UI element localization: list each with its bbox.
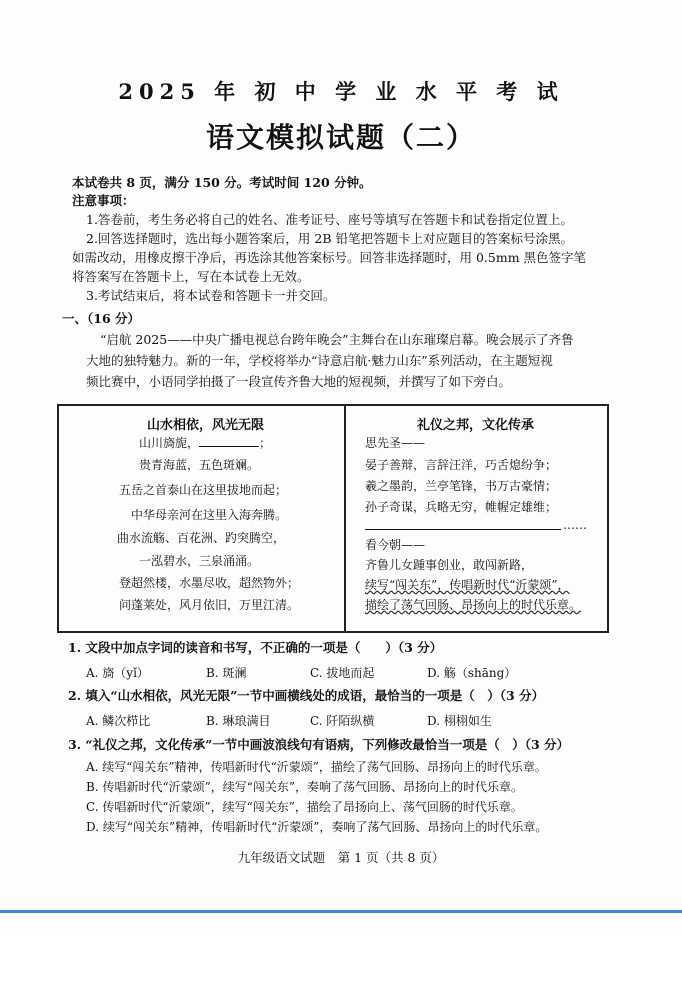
question-2-option-c[interactable]: C. 阡陌纵横 — [310, 714, 375, 728]
question-3-option-b[interactable]: B. 传唱新时代“沂蒙颂”，续写“闯关东”，奏响了荡气回肠、昂扬向上的时代乐章。 — [86, 780, 523, 794]
left-line-5: 曲水流觞、百花洲、趵突腾空， — [117, 531, 286, 545]
question-3-stem: 3. “礼仪之邦，文化传承”一节中画波浪线句有语病，下列修改最恰当一项是（ ）（3 分） — [68, 737, 570, 752]
right-line-9-wavy: 描绘了荡气回肠、昂扬向上的时代乐章。 — [365, 598, 582, 612]
question-2-option-d[interactable]: D. 栩栩如生 — [427, 714, 492, 728]
right-line-6: 看今朝—— — [365, 538, 426, 552]
right-line-1: 思先圣—— — [365, 436, 426, 450]
notes-heading: 注意事项： — [72, 193, 135, 208]
notes-item-2-line-3: 将答案写在答题卡上，写在本试卷上无效。 — [72, 269, 310, 284]
notes-item-3: 3.考试结束后，将本试卷和答题卡一并交回。 — [86, 288, 336, 303]
question-1-option-a[interactable]: A. 旖（yǐ） — [86, 666, 149, 680]
left-line-2: 贵青海蓝，五色斑斓。 — [139, 458, 260, 472]
section-paragraph-line-3: 频比赛中，小语同学拍摄了一段宣传齐鲁大地的短视频，并撰写了如下旁白。 — [86, 374, 512, 389]
box-right-title: 礼仪之邦，文化传承 — [417, 418, 535, 433]
section-label: 一、（16 分） — [62, 311, 140, 326]
question-1-stem: 1. 文段中加点字词的读音和书写，不正确的一项是（ ）（3 分） — [68, 640, 443, 655]
page-footer: 九年级语文试题 第 1 页（共 8 页） — [237, 850, 445, 865]
viewer-bottom-divider — [0, 910, 682, 913]
left-line-3: 五岳之首泰山在这里拔地而起； — [119, 483, 288, 497]
box-left-title: 山水相依，风光无限 — [147, 418, 265, 433]
paper-title: 语文模拟试题（二） — [205, 121, 476, 154]
question-1-option-d[interactable]: D. 觞（shāng） — [427, 666, 517, 680]
question-3-option-d[interactable]: D. 续写“闯关东”精神，传唱新时代“沂蒙颂”，奏响了荡气回肠、昂扬向上的时代乐章。 — [86, 820, 548, 834]
question-2-stem: 2. 填入“山水相依，风光无限”一节中画横线处的成语，最恰当的一项是（ ）（3 分） — [68, 688, 545, 703]
left-line-1-text: 山川旖旎， — [139, 436, 200, 450]
notes-item-1: 1.答卷前，考生务必将自己的姓名、准考证号、座号等填写在答题卡和试卷指定位置上。 — [86, 212, 573, 227]
left-line-8: 问蓬莱处，风月依旧，万里江清。 — [119, 598, 300, 612]
question-2-option-a[interactable]: A. 鳞次栉比 — [86, 714, 151, 728]
right-line-3: 羲之墨韵，兰亭笔锋，书万古豪情； — [365, 479, 558, 493]
right-line-4: 孙子奇谋，兵略无穷，帷幄定雄维； — [365, 500, 558, 514]
exam-title: 2025 年 初 中 学 业 水 平 考 试 — [118, 79, 564, 104]
notes-intro: 本试卷共 8 页，满分 150 分。考试时间 120 分钟。 — [72, 175, 372, 190]
fill-blank — [199, 434, 259, 447]
question-3-option-c[interactable]: C. 传唱新时代“沂蒙颂”，续写“闯关东”，描绘了昂扬向上、荡气回肠的时代乐章。 — [86, 800, 523, 814]
question-2-option-b[interactable]: B. 琳琅满目 — [206, 714, 271, 728]
right-underline — [365, 529, 561, 530]
left-line-7: 登超然楼，水墨尽收，超然物外； — [119, 576, 300, 590]
right-line-2: 晏子善辩，言辞汪洋，巧舌熄纷争； — [365, 458, 558, 472]
section-paragraph-line-1: “启航 2025——中央广播电视总台跨年晚会”主舞台在山东璀璨启幕。晚会展示了齐鲁 — [100, 332, 574, 347]
notes-item-2-line-2: 如需改动，用橡皮擦干净后，再选涂其他答案标号。回答非选择题时，用 0.5mm 黑色签字笔 — [72, 250, 587, 265]
notes-item-2-line-1: 2.回答选择题时，选出每小题答案后，用 2B 铅笔把答题卡上对应题目的答案标号涂黑。 — [86, 231, 574, 246]
question-1-option-b[interactable]: B. 斑澜 — [206, 666, 247, 680]
question-3-option-a[interactable]: A. 续写“闯关东”精神，传唱新时代“沂蒙颂”，描绘了荡气回肠、昂扬向上的时代乐章。 — [86, 760, 547, 774]
question-1-option-c[interactable]: C. 拔地而起 — [310, 666, 375, 680]
right-line-5: …… — [563, 518, 587, 532]
section-paragraph-line-2: 大地的独特魅力。新的一年，学校将举办“诗意启航·魅力山东”系列活动，在主题短视 — [86, 353, 553, 368]
left-line-4: 中华母亲河在这里入海奔腾。 — [131, 508, 288, 522]
right-line-7: 齐鲁儿女踵事创业，敢闯新路， — [365, 558, 534, 572]
left-line-1: 山川旖旎， ； — [139, 436, 272, 450]
left-line-6: 一泓碧水，三泉涌涌。 — [139, 554, 260, 568]
box-divider — [344, 406, 346, 631]
narration-box — [57, 404, 609, 633]
right-line-8-wavy: 续写“闯关东”，传唱新时代“沂蒙颂”， — [365, 578, 570, 592]
